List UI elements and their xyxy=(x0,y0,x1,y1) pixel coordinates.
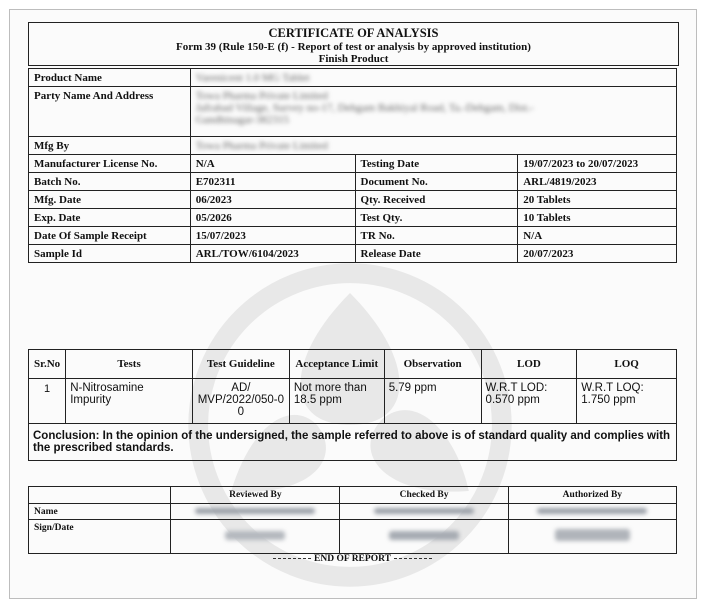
test-name-cell: N-Nitrosamine Impurity xyxy=(66,379,193,424)
field-value: 19/07/2023 to 20/07/2023 xyxy=(518,155,677,173)
product-name-label: Product Name xyxy=(29,69,191,87)
field-label: Exp. Date xyxy=(29,209,191,227)
table-row xyxy=(29,520,677,554)
loq-cell: W.R.T LOQ: 1.750 ppm xyxy=(577,379,677,424)
field-label: TR No. xyxy=(355,227,518,245)
column-header: Sr.No xyxy=(29,350,66,379)
field-label: Batch No. xyxy=(29,173,191,191)
field-value: ARL/4819/2023 xyxy=(518,173,677,191)
table-row xyxy=(29,137,677,155)
field-value: N/A xyxy=(518,227,677,245)
reviewed-by-header: Reviewed By xyxy=(171,487,340,504)
table-row xyxy=(29,87,677,137)
lod-cell: W.R.T LOD: 0.570 ppm xyxy=(481,379,577,424)
table-row xyxy=(29,245,677,263)
field-value: 20/07/2023 xyxy=(518,245,677,263)
table-header-row xyxy=(29,350,677,379)
field-label: Document No. xyxy=(355,173,518,191)
sign-date-label: Sign/Date xyxy=(29,520,171,554)
field-value: N/A xyxy=(190,155,355,173)
signature-table xyxy=(28,486,677,554)
guideline-cell: AD/ MVP/2022/050-0 0 xyxy=(192,379,289,424)
checker-name xyxy=(340,504,508,520)
party-value: Towa Pharma Private Limited Jafrabad Village, Survey no-17, Dehgam Bakhiyal Road, Ta.-Dehgam, Dist.- Gandhinagar-382315 xyxy=(190,87,676,137)
product-name-value: Varenicent 1.0 MG Tablet xyxy=(190,69,676,87)
field-value: 10 Tablets xyxy=(518,209,677,227)
field-value: 15/07/2023 xyxy=(190,227,355,245)
authorizer-signature xyxy=(508,520,676,554)
table-row xyxy=(29,227,677,245)
observation-cell: 5.79 ppm xyxy=(384,379,481,424)
mfg-by-value: Towa Pharma Private Limited xyxy=(190,137,676,155)
table-row xyxy=(29,424,677,461)
column-header: Test Guideline xyxy=(192,350,289,379)
authorizer-name xyxy=(508,504,676,520)
form-reference: Form 39 (Rule 150-E (f) - Report of test or analysis by approved institution) xyxy=(176,41,531,53)
name-label: Name xyxy=(29,504,171,520)
field-label: Sample Id xyxy=(29,245,191,263)
field-value: 05/2026 xyxy=(190,209,355,227)
field-label: Manufacturer License No. xyxy=(29,155,191,173)
field-value: 20 Tablets xyxy=(518,191,677,209)
product-type: Finish Product xyxy=(318,53,389,65)
table-row xyxy=(29,69,677,87)
table-row xyxy=(29,155,677,173)
column-header: Observation xyxy=(384,350,481,379)
authorized-by-header: Authorized By xyxy=(508,487,676,504)
field-label: Date Of Sample Receipt xyxy=(29,227,191,245)
field-label: Test Qty. xyxy=(355,209,518,227)
conclusion-text: Conclusion: In the opinion of the undersigned, the sample referred to above is of standard quality and complies with the prescribed standards. xyxy=(29,424,677,461)
acceptance-limit-cell: Not more than 18.5 ppm xyxy=(289,379,384,424)
party-label: Party Name And Address xyxy=(29,87,191,137)
checked-by-header: Checked By xyxy=(340,487,508,504)
reviewer-name xyxy=(171,504,340,520)
end-of-report: END OF REPORT xyxy=(0,554,705,564)
field-label: Qty. Received xyxy=(355,191,518,209)
reviewer-signature xyxy=(171,520,340,554)
table-row xyxy=(29,379,677,424)
column-header: Tests xyxy=(66,350,193,379)
certificate-title: CERTIFICATE OF ANALYSIS xyxy=(268,26,439,40)
table-header-row xyxy=(29,487,677,504)
certificate-header xyxy=(28,22,679,66)
column-header: Acceptance Limit xyxy=(289,350,384,379)
table-row xyxy=(29,173,677,191)
table-row xyxy=(29,191,677,209)
table-row xyxy=(29,504,677,520)
blank-header xyxy=(29,487,171,504)
field-label: Mfg. Date xyxy=(29,191,191,209)
column-header: LOQ xyxy=(577,350,677,379)
field-value: E702311 xyxy=(190,173,355,191)
mfg-by-label: Mfg By xyxy=(29,137,191,155)
field-label: Testing Date xyxy=(355,155,518,173)
sr-no-cell: 1 xyxy=(29,379,66,424)
field-label: Release Date xyxy=(355,245,518,263)
test-results-table xyxy=(28,349,677,461)
product-info-table xyxy=(28,68,677,263)
field-value: ARL/TOW/6104/2023 xyxy=(190,245,355,263)
table-row xyxy=(29,209,677,227)
column-header: LOD xyxy=(481,350,577,379)
field-value: 06/2023 xyxy=(190,191,355,209)
checker-signature xyxy=(340,520,508,554)
